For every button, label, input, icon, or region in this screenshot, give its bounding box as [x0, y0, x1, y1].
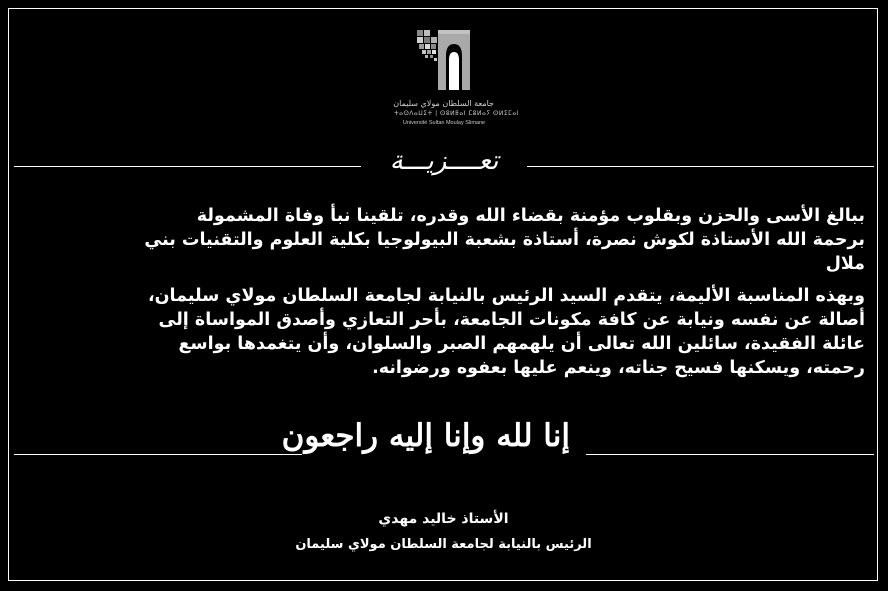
logo-tifinagh-name: ⵜⴰⵙⴷⴰⵡⵉⵜ | ⵙⵓⵍⵟⴰⵏ ⵎⵓⵍⴰⵢ ⵙⵍⵉⵎⴰⵏ: [394, 110, 520, 117]
quranic-verse-calligraphy: إنا لله وإنا إليه راجعون: [281, 418, 570, 454]
university-logo: [393, 26, 520, 130]
signatory-title: الرئيس بالنيابة لجامعة السلطان مولاي سليمان: [295, 537, 592, 552]
condolence-heading: تعــــزيـــة: [389, 146, 499, 176]
verse-divider-left: [14, 454, 302, 455]
condolence-paragraph: وبهذه المناسبة الأليمة، يتقدم السيد الرئيس بالنيابة لجامعة السلطان مولاي سليمان، أصالة عن نفسه ونيابة عن كافة مكونات الجامعة، بأحر التعازي وأصدق المواساة إلى عائلة الفقيدة، سائلين الله تعالى أن يلهمهم الصبر والسلوان، وأن يتغمدها بواسع رحمته، ويسكنها فسيح جناته، وينعم عليها بعفوه ورضوانه.: [147, 286, 865, 378]
heading-divider-right: [527, 166, 874, 167]
logo-arabic-name: جامعة السلطان مولاي سليمان: [393, 99, 494, 108]
signatory-name: الأستاذ خاليد مهدي: [378, 511, 509, 527]
verse-divider-right: [586, 454, 874, 455]
logo-english-name: Université Sultan Moulay Slimane: [402, 120, 486, 126]
university-emblem-icon: [394, 26, 494, 98]
heading-divider-left: [14, 166, 361, 167]
announcement-paragraph: ببالغ الأسى والحزن وبقلوب مؤمنة بقضاء الله وقدره، تلقينا نبأ وفاة المشمولة برحمة الله الأستاذة لكوش نصرة، أستاذة بشعبة البيولوجيا بكلية العلوم والتقنيات بني ملال: [144, 206, 865, 274]
